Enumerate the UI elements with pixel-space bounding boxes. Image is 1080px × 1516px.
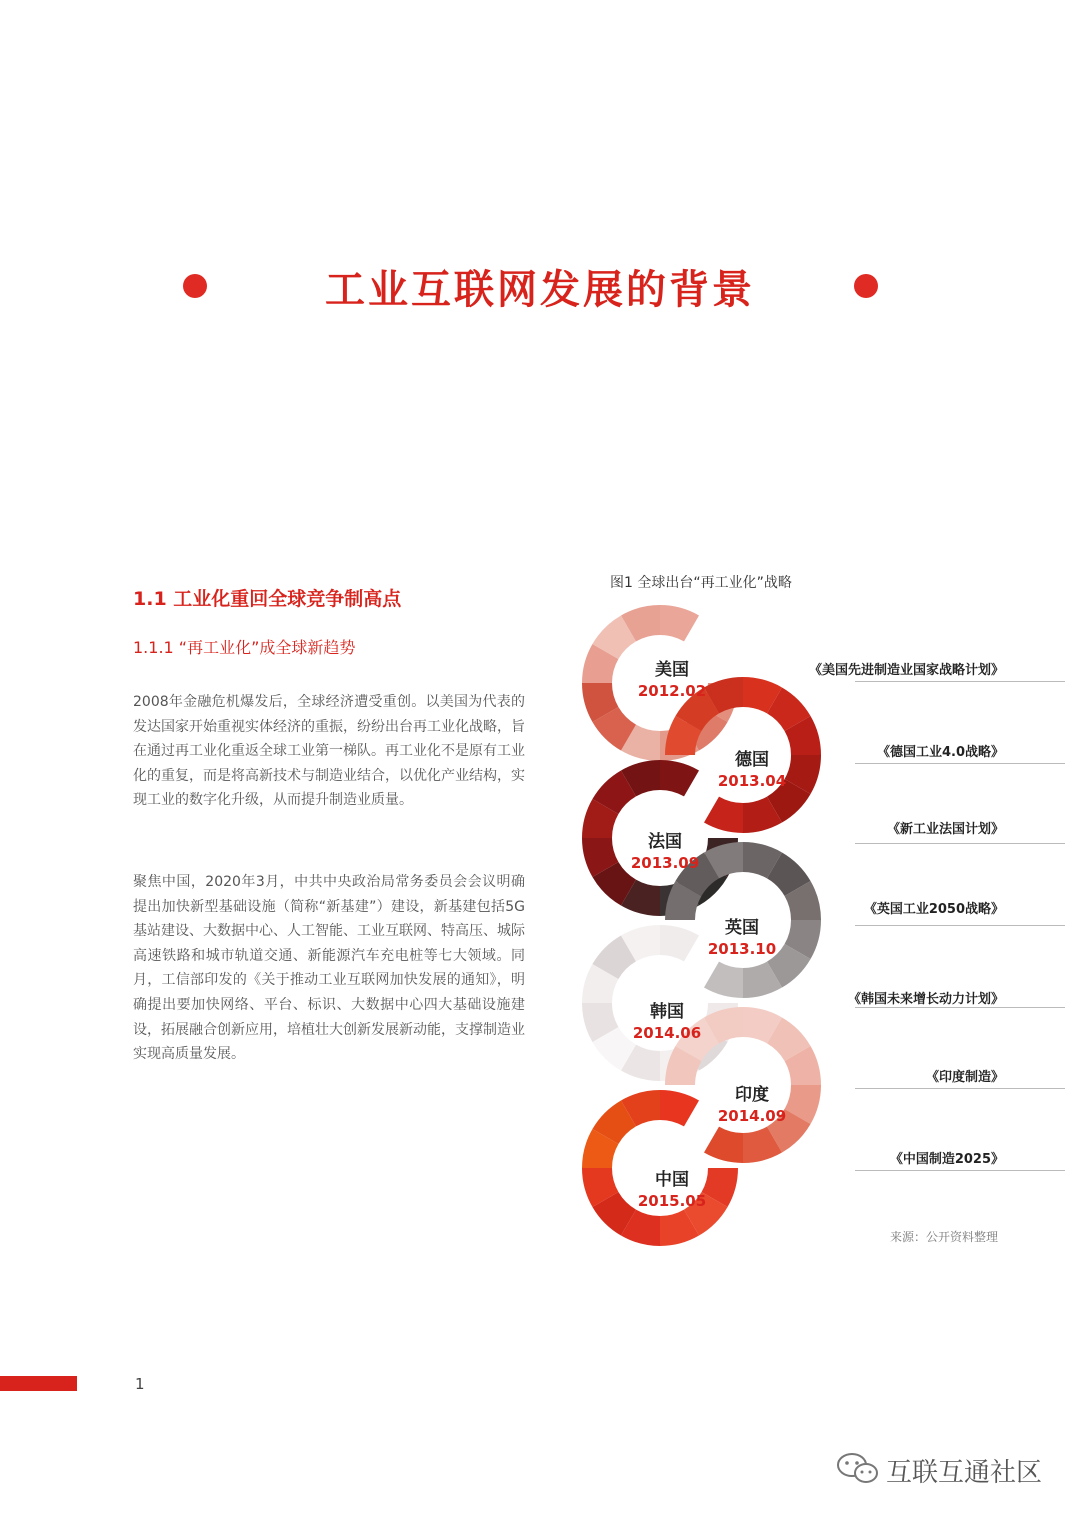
country-label: 法国 bbox=[648, 832, 682, 852]
country-label: 德国 bbox=[735, 750, 769, 770]
strategy-label: 《中国制造2025》 bbox=[889, 1152, 1004, 1167]
ring-segment bbox=[597, 972, 605, 1004]
ring-segment bbox=[629, 940, 661, 948]
title-dot-left bbox=[183, 274, 207, 298]
ring-segment bbox=[798, 1085, 806, 1117]
ring-segment bbox=[775, 865, 798, 888]
ring-segment bbox=[605, 1200, 628, 1223]
country-label: 印度 bbox=[735, 1085, 769, 1105]
ring-segment bbox=[743, 1022, 775, 1030]
ring-segment bbox=[798, 724, 806, 756]
ring-segment bbox=[660, 1223, 692, 1231]
ring-segment bbox=[688, 700, 711, 723]
ring-segment bbox=[680, 889, 688, 921]
ring-segment bbox=[605, 1035, 628, 1058]
ring-segment bbox=[775, 1030, 798, 1053]
divider bbox=[855, 1007, 1065, 1008]
ring-segment bbox=[660, 1105, 692, 1113]
watermark-text: 互联互通社区 bbox=[886, 1457, 1043, 1488]
ring-segment bbox=[743, 810, 775, 818]
ring-segment bbox=[660, 775, 692, 783]
figure-caption: 图1 全球出台“再工业化”战略 bbox=[610, 575, 792, 591]
ring-segment bbox=[680, 1054, 688, 1086]
ring-segment bbox=[629, 1223, 661, 1231]
ring-segment bbox=[629, 738, 661, 746]
divider bbox=[855, 843, 1065, 844]
divider bbox=[855, 1170, 1065, 1171]
date-label: 2015.05 bbox=[637, 1192, 707, 1210]
ring-segment bbox=[798, 755, 806, 787]
ring-segment bbox=[743, 692, 775, 700]
page-marker-bar bbox=[0, 1376, 77, 1391]
page-title: 工业互联网发展的背景 bbox=[325, 267, 755, 313]
ring-segment bbox=[629, 1105, 661, 1113]
ring-segment bbox=[712, 692, 744, 700]
strategy-label: 《英国工业2050战略》 bbox=[863, 902, 1004, 917]
ring-segment bbox=[775, 700, 798, 723]
ring-segment bbox=[597, 652, 605, 684]
ring-segment bbox=[712, 810, 744, 818]
ring-segment bbox=[597, 1168, 605, 1200]
divider bbox=[855, 925, 1065, 926]
title-dot-right bbox=[854, 274, 878, 298]
date-label: 2013.09 bbox=[630, 854, 700, 872]
ring-segment bbox=[629, 1058, 661, 1066]
ring-segment bbox=[712, 1022, 744, 1030]
page-number: 1 bbox=[135, 1375, 145, 1393]
section-subheading: 1.1.1 “再工业化”成全球新趋势 bbox=[133, 638, 356, 657]
ring-segment bbox=[712, 975, 744, 983]
ring-segment bbox=[680, 724, 688, 756]
paragraph: 聚焦中国，2020年3月，中共中央政治局常务委员会会议明确提出加快新型基础设施（简称“新基建”）建设，新基建包括5G基站建设、大数据中心、人工智能、工业互联网、特高压、城际高速铁路和城市轨道交通、新能源汽车充电桩等七大领域。同月，工信部印发的《关于推动工业互联网加快发展的通知》，明确提出要加快网络、平台、标识、大数据中心四大基础设施建设，拓展融合创新应用，培植壮大创新发展新动能，支撑制造业实现高质量发展。 bbox=[133, 874, 525, 1063]
ring bbox=[597, 1105, 723, 1231]
country-label: 韩国 bbox=[650, 1002, 684, 1022]
ring-segment bbox=[597, 838, 605, 870]
ring-segment bbox=[629, 620, 661, 628]
ring-segment bbox=[605, 948, 628, 971]
strategy-label: 《德国工业4.0战略》 bbox=[876, 745, 1004, 760]
strategy-ring-figure bbox=[580, 600, 850, 1260]
ring-segment bbox=[597, 1137, 605, 1169]
ring-segment bbox=[605, 1113, 628, 1136]
ring-segment bbox=[712, 857, 744, 865]
ring-segment bbox=[605, 628, 628, 651]
ring-segment bbox=[743, 1140, 775, 1148]
wechat-icon bbox=[836, 1451, 880, 1489]
ring-segment bbox=[775, 952, 798, 975]
ring-segment bbox=[597, 683, 605, 715]
paragraph: 2008年金融危机爆发后，全球经济遭受重创。以美国为代表的发达国家开始重视实体经济的重振，纷纷出台再工业化战略，旨在通过再工业化重返全球工业第一梯队。再工业化不是原有工业化的重复，而是将高新技术与制造业结合，以优化产业结构，实现工业的数字化升级，从而提升制造业质量。 bbox=[133, 694, 525, 809]
ring-segment bbox=[743, 975, 775, 983]
ring-segment bbox=[597, 807, 605, 839]
strategy-label: 《韩国未来增长动力计划》 bbox=[847, 992, 1004, 1007]
ring-segment bbox=[660, 620, 692, 628]
country-label: 中国 bbox=[655, 1170, 689, 1190]
strategy-label: 《印度制造》 bbox=[925, 1070, 1004, 1085]
date-label: 2014.06 bbox=[632, 1024, 702, 1042]
ring-segment bbox=[605, 783, 628, 806]
divider bbox=[855, 763, 1065, 764]
ring-segment bbox=[743, 857, 775, 865]
divider bbox=[855, 1088, 1065, 1089]
ring-segment bbox=[597, 1003, 605, 1035]
ring-segment bbox=[629, 893, 661, 901]
date-label: 2012.02 bbox=[637, 682, 707, 700]
strategy-label: 《美国先进制造业国家战略计划》 bbox=[808, 663, 1004, 678]
ring-segment bbox=[798, 889, 806, 921]
ring-segment bbox=[712, 1140, 744, 1148]
ring-segment bbox=[715, 1168, 723, 1200]
date-label: 2013.04 bbox=[717, 772, 787, 790]
country-label: 美国 bbox=[655, 660, 689, 680]
ring-segment bbox=[605, 715, 628, 738]
ring-segment bbox=[629, 775, 661, 783]
country-label: 英国 bbox=[725, 918, 759, 938]
strategy-label: 《新工业法国计划》 bbox=[886, 822, 1004, 837]
ring-segment bbox=[798, 920, 806, 952]
watermark bbox=[836, 1450, 1042, 1490]
date-label: 2014.09 bbox=[717, 1107, 787, 1125]
ring-segment bbox=[798, 1054, 806, 1086]
divider bbox=[855, 681, 1065, 682]
ring-segment bbox=[660, 940, 692, 948]
date-label: 2013.10 bbox=[707, 940, 777, 958]
section-heading: 1.1 工业化重回全球竞争制高点 bbox=[133, 588, 402, 610]
ring-segment bbox=[605, 870, 628, 893]
figure-source: 来源：公开资料整理 bbox=[890, 1230, 999, 1244]
